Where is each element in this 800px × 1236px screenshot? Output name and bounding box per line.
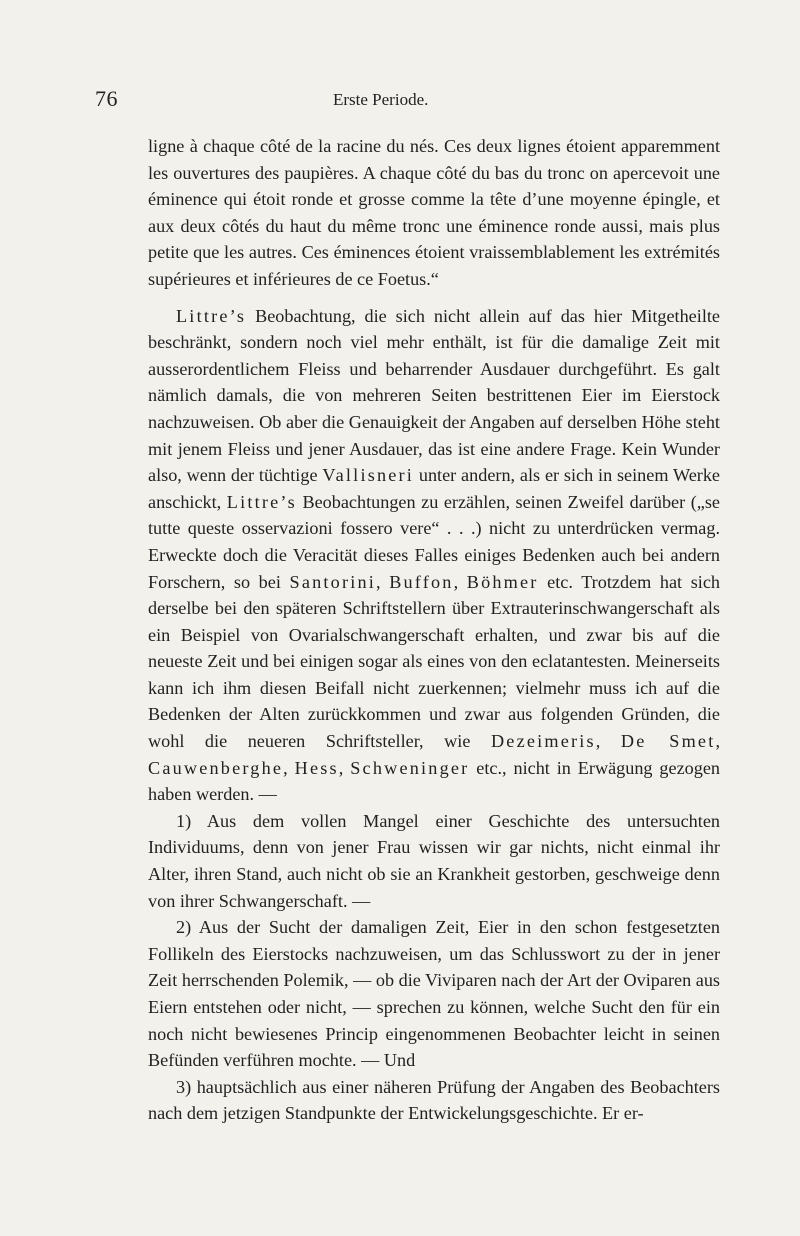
text-run: ,	[283, 757, 295, 778]
page-number: 76	[95, 86, 118, 111]
author-name: Böhmer	[466, 571, 539, 592]
paragraph-continuation: ligne à chaque côté de la racine du nés. Ces deux lignes étoient apparemment les ouvertures des paupières. A chaque côté du bas du tronc on apercevoit une éminence qui étoit ronde et grosse comme la tête d’une moyenne épingle, et aux deux côtés du haut du même tronc une éminence ronde aussi, mais plus petite que les autres. Ces éminences étoient vraissemblablement les extrémités supérieures et inférieures de ce Foetus.“	[148, 136, 720, 289]
text-run: ,	[338, 757, 351, 778]
author-name: Schweninger	[350, 757, 470, 778]
text-run: Beobachtung, die sich nicht allein auf das hier Mitgetheilte beschränkt, sondern noch viel mehr enthält, ist für die damalige Zeit mit ausserordentlichem Fleiss und beharrender Ausdauer durchgeführt. Es galt nämlich damals, die von mehreren Seiten bestrittenen Eier im Eierstock nachzuweisen. Ob aber die Genauigkeit der Angaben auf derselben Höhe steht mit jenem Fleiss und jener Ausdauer, das ist eine andere Frage. Kein Wunder also, wenn der tüchtige	[148, 305, 720, 486]
text-run: ,	[453, 571, 467, 592]
paragraph-reason-2: 2) Aus der Sucht der damaligen Zeit, Eier in den schon festgesetzten Follikeln des Eierstocks nachzuweisen, um das Schlusswort zu der in jener Zeit herrschenden Polemik, — ob die Viviparen nach der Art der Oviparen aus Eiern entstehen oder nicht, — sprechen zu können, welche Sucht den für ein noch nicht bewiesenes Princip eingenommenen Beobachter leicht in seinen Befünden verführen mochte. — Und	[148, 917, 720, 1071]
author-name: Vallisneri	[322, 465, 415, 486]
author-name: Santorini	[289, 571, 377, 592]
author-name: Cauwenberghe	[148, 757, 284, 778]
paragraph-reason-3: 3) hauptsächlich aus einer näheren Prüfung der Angaben des Beobachters nach dem jetzigen Standpunkte der Entwickelungsgeschichte. Er er-	[148, 1076, 720, 1124]
running-head: Erste Periode.	[333, 90, 429, 109]
text-run: ,	[715, 731, 720, 752]
text-run: Beobachtungen zu erzählen, seinen Zweifel darüber („se tutte queste osservazioni fossero vere“ . . .) nicht zu unterdrücken vermag. Erweckte doch die Veracität dieses Falles einiges Bedenken auch bei andern Forschern, so bei	[148, 491, 721, 592]
author-name: De Smet	[620, 731, 716, 752]
text-run: ,	[595, 731, 621, 752]
text-run: etc., nicht in Erwägung gezogen haben werden. —	[148, 757, 721, 805]
body-text	[148, 133, 720, 1127]
author-name: Dezeimeris	[490, 731, 596, 752]
paragraph-reason-1: 1) Aus dem vollen Mangel einer Geschichte des untersuchten Individuums, denn von jener Frau wissen wir gar nichts, nicht einmal ihr Alter, ihren Stand, auch nicht ob sie an Krankheit gestorben, geschweige denn von ihrer Schwangerschaft. —	[148, 810, 720, 911]
author-name: Littre’s	[176, 305, 247, 326]
author-name: Hess	[294, 757, 339, 778]
text-run: ,	[376, 571, 390, 592]
text-run: etc. Trotzdem hat sich derselbe bei den späteren Schriftstellern über Extrauterinschwangerschaft als ein Beispiel von Ovarialschwangerschaft erhalten, und zwar bis auf die neueste Zeit und bei einigen sogar als eines von den eclatantesten. Meinerseits kann ich ihm diesen Beifall nicht zuerkennen; vielmehr muss ich auf die Bedenken der Alten zurückkommen und zwar aus folgenden Gründen, die wohl die neueren Schriftsteller, wie	[148, 571, 721, 752]
text-run: unter andern, als er sich in seinem Werke anschickt,	[148, 465, 720, 512]
page-header	[95, 86, 720, 116]
author-name: Buffon	[389, 571, 454, 592]
author-name: Littre’s	[226, 491, 297, 512]
paragraph-littre-observation	[148, 303, 720, 808]
